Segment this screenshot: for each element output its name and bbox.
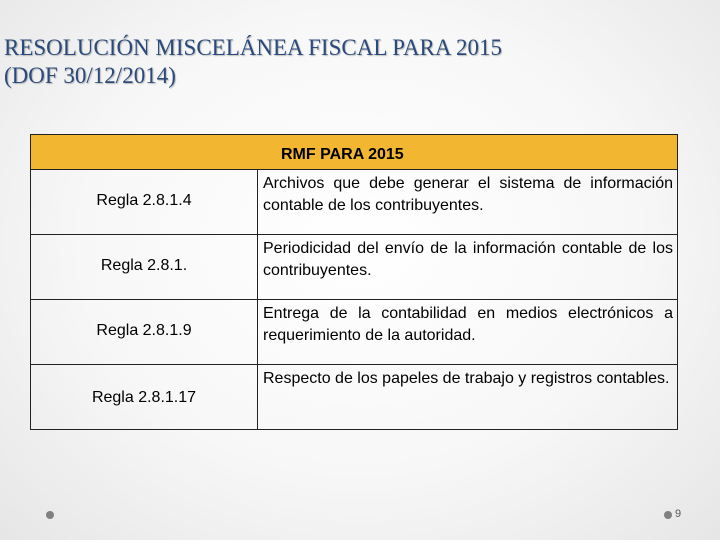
slide-title xyxy=(4,34,502,90)
description-cell: Respecto de los papeles de trabajo y registros contables. xyxy=(258,365,678,430)
table-row xyxy=(31,170,678,235)
table-header xyxy=(31,135,678,170)
decorative-bullet-right-icon xyxy=(664,511,672,519)
table-row xyxy=(31,300,678,365)
table-row xyxy=(31,365,678,430)
description-cell: Entrega de la contabilidad en medios electrónicos a requerimiento de la autoridad. xyxy=(258,300,678,365)
rule-label: Regla 2.8.1. xyxy=(100,257,188,274)
rmf-table xyxy=(30,134,678,430)
slide-title-line-2: (DOF 30/12/2014) xyxy=(4,63,176,88)
rule-cell xyxy=(31,300,258,365)
table-header-row xyxy=(31,135,678,170)
rule-label: Regla 2.8.1.9 xyxy=(96,322,192,339)
table-header-label: RMF PARA 2015 xyxy=(281,146,404,163)
rule-label: Regla 2.8.1.4 xyxy=(96,192,192,209)
description-cell: Archivos que debe generar el sistema de información contable de los contribuyentes. xyxy=(258,170,678,235)
decorative-bullet-left-icon xyxy=(46,511,54,519)
description-cell: Periodicidad del envío de la información contable de los contribuyentes. xyxy=(258,235,678,300)
slide-title-line-1: RESOLUCIÓN MISCELÁNEA FISCAL PARA 2015 xyxy=(4,35,502,60)
page-number: 9 xyxy=(675,508,682,520)
rule-cell xyxy=(31,170,258,235)
rule-cell xyxy=(31,235,258,300)
rule-cell xyxy=(31,365,258,430)
table-row xyxy=(31,235,678,300)
rule-label: Regla 2.8.1.17 xyxy=(91,389,197,406)
